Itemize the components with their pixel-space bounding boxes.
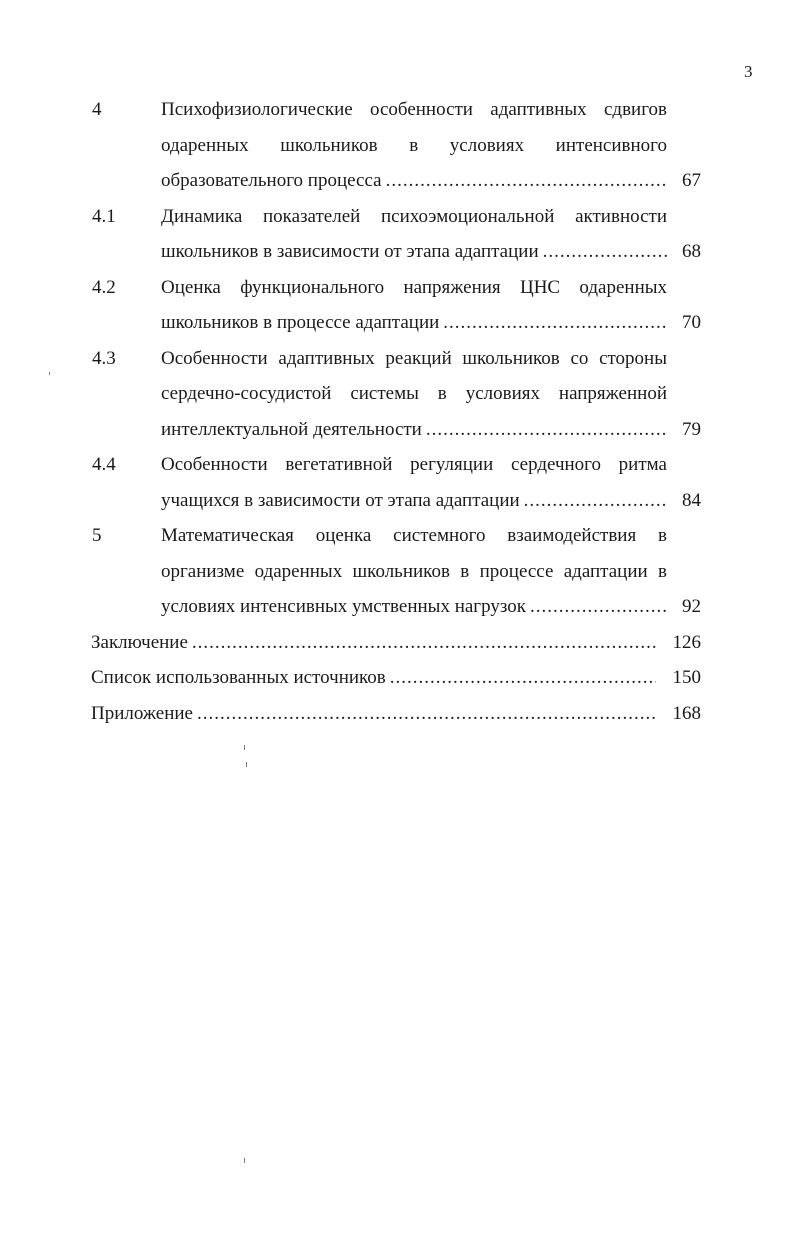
toc-entry-4 — [0, 92, 793, 199]
scan-speck — [246, 762, 247, 767]
toc-entry-page: 126 — [672, 631, 701, 653]
toc-entry-title-line: организме одаренных школьников в процессе адаптации в — [161, 560, 667, 582]
page-number: 3 — [744, 62, 753, 81]
toc-entry-title — [161, 92, 667, 199]
toc-entry-page: 84 — [682, 489, 701, 511]
toc-entry-title: Приложение ..... — [91, 696, 656, 732]
leader-dots — [543, 234, 667, 270]
toc-entry-title-last-line: интеллектуальной деятельности ..... — [161, 412, 667, 448]
toc-entry-number: 4.3 — [92, 347, 116, 369]
toc-entry-title: Заключение ..... — [91, 625, 656, 661]
toc-entry-conclusion — [0, 625, 793, 661]
toc-entry-number: 4 — [92, 99, 102, 120]
toc-entry-page: 68 — [682, 241, 701, 262]
leader-dots — [530, 589, 667, 625]
toc-entry-title — [161, 199, 667, 270]
toc-entry-appendix — [0, 696, 793, 732]
scan-speck — [244, 1158, 245, 1163]
toc-entry-page: 150 — [672, 667, 701, 688]
leader-dots — [197, 696, 656, 732]
toc-entry-title-last-line: школьников в процессе адаптации ..... — [161, 305, 667, 341]
scan-speck — [49, 372, 50, 375]
leader-dots — [386, 163, 667, 199]
leader-dots — [390, 660, 656, 696]
toc-entry-title-last-line: образовательного процесса ..... — [161, 163, 667, 199]
toc-entry-number: 4.2 — [92, 276, 116, 298]
toc-entry-title — [161, 447, 667, 518]
leader-dots — [524, 483, 667, 519]
toc-entry-4-4 — [0, 447, 793, 518]
toc-entry-title-line: Математическая оценка системного взаимодействия в — [161, 525, 667, 546]
toc-entry-title — [161, 270, 667, 341]
toc-entry-title-line: Особенности вегетативной регуляции сердечного ритма — [161, 454, 667, 475]
toc-entry-page: 67 — [682, 170, 701, 191]
toc-entry-5 — [0, 518, 793, 625]
toc-entry-title-line: Оценка функционального напряжения ЦНС одаренных — [161, 276, 667, 298]
toc-entry-title-last-line: учащихся в зависимости от этапа адаптации ..... — [161, 483, 667, 519]
toc-entry-page: 92 — [682, 596, 701, 617]
toc-entry-page: 168 — [672, 702, 701, 724]
toc-entry-title-last-line: условиях интенсивных умственных нагрузок ..... — [161, 589, 667, 625]
toc-entry-4-3 — [0, 341, 793, 448]
scan-speck — [244, 745, 245, 750]
toc-entry-number: 4.1 — [92, 205, 116, 227]
toc-entry-number: 5 — [92, 525, 102, 546]
toc-entry-title-line: Динамика показателей психоэмоциональной активности — [161, 205, 667, 227]
toc-entry-title — [161, 341, 667, 448]
toc-entry-title-line: Психофизиологические особенности адаптивных сдвигов — [161, 99, 667, 120]
table-of-contents — [0, 92, 793, 731]
toc-entry-title-line: одаренных школьников в условиях интенсивного — [161, 134, 667, 156]
toc-entry-title — [161, 518, 667, 625]
toc-entry-title-line: сердечно-сосудистой системы в условиях напряженной — [161, 383, 667, 404]
toc-entry-title-line: Особенности адаптивных реакций школьников со стороны — [161, 347, 667, 369]
toc-entry-page: 70 — [682, 312, 701, 333]
toc-entry-title-last-line: школьников в зависимости от этапа адаптации ..... — [161, 234, 667, 270]
toc-entry-4-1 — [0, 199, 793, 270]
toc-entry-4-2 — [0, 270, 793, 341]
leader-dots — [443, 305, 667, 341]
toc-entry-title: Список использованных источников ..... — [91, 660, 656, 696]
toc-entry-page: 79 — [682, 418, 701, 440]
leader-dots — [192, 625, 656, 661]
leader-dots — [426, 412, 667, 448]
toc-entry-number: 4.4 — [92, 454, 116, 475]
toc-entry-references — [0, 660, 793, 696]
